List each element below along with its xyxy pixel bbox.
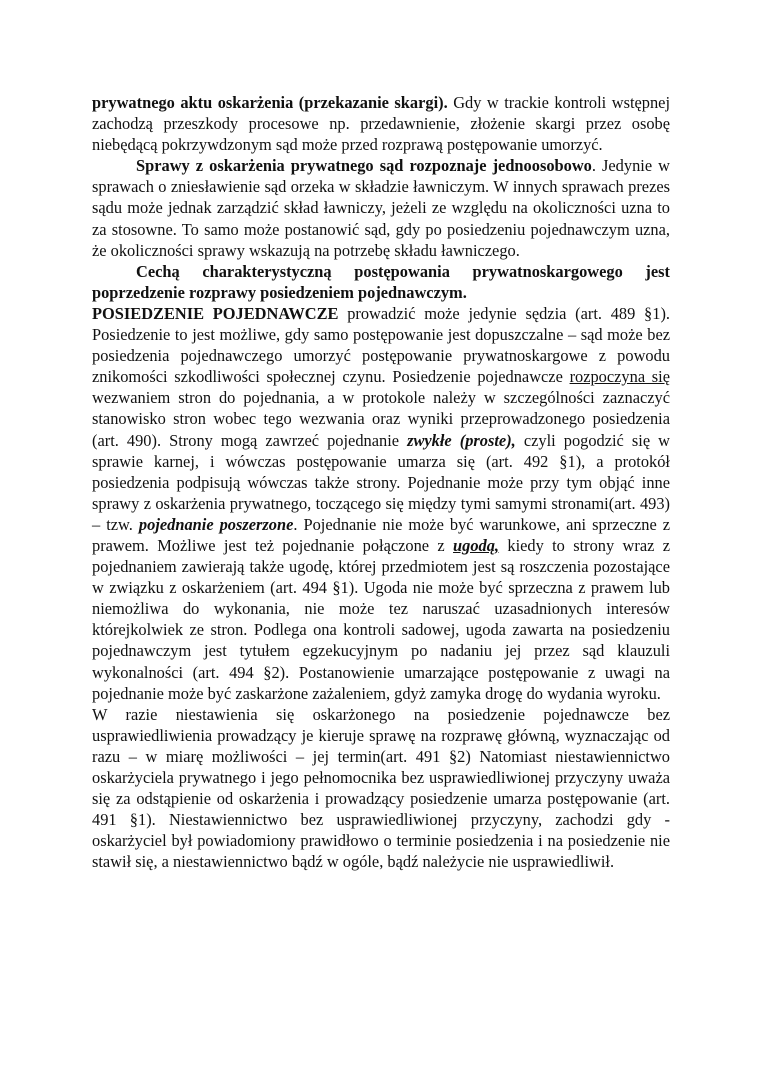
paragraph-1: [92, 92, 670, 155]
term-ugoda: ugodą,: [453, 535, 500, 555]
paragraph-2: [92, 155, 670, 260]
paragraph-2-text: . Jedynie w sprawach o zniesławienie sąd orzeka w składzie ławniczym. W innych sprawach prezes sądu może jednak zarządzić skład ławniczy, jeżeli ze względu na okoliczności uzna to za stosowne. To samo może postanowić sąd, gdy po posiedzeniu pojednawczym uzna, że okoliczności sprawy wskazują na potrzebę składu ławniczego.: [92, 156, 670, 260]
posiedzenie-heading: POSIEDZENIE POJEDNAWCZE: [92, 303, 339, 323]
paragraph-5: [92, 704, 670, 873]
paragraph-1-bold: prywatnego aktu oskarżenia (przekazanie skargi).: [92, 93, 448, 112]
term-poszerzone: pojednanie poszerzone: [138, 514, 294, 534]
document-body: [92, 92, 670, 872]
paragraph-4-text-d: . Pojednanie nie może być warunkowe, ani sprzeczne z prawem. Możliwe jest też pojednanie połączone z: [92, 514, 671, 555]
paragraph-4: [92, 303, 670, 704]
paragraph-4-text-c: czyli pogodzić się w sprawie karnej, i wówczas postępowanie umarza się (art. 492 §1), a protokół posiedzenia podpisują wówczas także strony. Pojednanie może przy tym objąć inne sprawy z oskarżenia prywatnego, toczącego się między tymi samymi stronami(art. 493) – tzw.: [92, 430, 671, 534]
paragraph-1-text: Gdy w trackie kontroli wstępnej zachodzą przeszkody procesowe np. przedawnienie, złożenie skargi przez osobę niebędącą pokrzywdzonym sąd może przed rozprawą postępowanie umorzyć.: [92, 93, 670, 155]
paragraph-3: [92, 261, 670, 303]
paragraph-4-text-a: prowadzić może jedynie sędzia (art. 489 §1). Posiedzenie to jest możliwe, gdy samo postępowanie jest dopuszczalne – sąd może bez posiedzenia pojednawczego umorzyć postępowanie prywatnoskargowe z powodu znikomości szkodliwości społecznej czynu. Posiedzenie pojednawcze: [92, 303, 671, 387]
paragraph-3-bold: Cechą charakterystyczną postępowania prywatnoskargowego jest poprzedzenie rozprawy posiedzeniem pojednawczym.: [92, 261, 670, 302]
paragraph-5-text: W razie niestawienia się oskarżonego na posiedzenie pojednawcze bez usprawiedliwienia prowadzący je kieruje sprawę na rozprawę główną, wyznaczając od razu – w miarę możliwości – jej termin(art. 491 §2) Natomiast niestawiennictwo oskarżyciela prywatnego i jego pełnomocnika bez usprawiedliwionej przyczyny uważa się za odstąpienie od oskarżenia i prowadzący posiedzenie umarza postępowanie (art. 491 §1). Niestawiennictwo bez usprawiedliwionej przyczyny, zachodzi gdy - oskarżyciel był powiadomiony prawidłowo o terminie posiedzenia i na posiedzenie nie stawił się, a niestawiennictwo bądź w ogóle, bądź należycie nie usprawiedliwił.: [92, 704, 670, 872]
term-zwykle: zwykłe (proste),: [407, 430, 516, 450]
underlined-term: rozpoczyna się: [569, 367, 670, 387]
paragraph-2-bold: Sprawy z oskarżenia prywatnego sąd rozpoznaje jednoosobowo: [136, 156, 592, 176]
paragraph-4-text-b: wezwaniem stron do pojednania, a w protokole należy w szczególności zaznaczyć stanowisko stron wobec tego wezwania oraz wyniki przeprowadzonego posiedzenia (art. 490). Strony mogą zawrzeć pojednanie: [92, 388, 670, 450]
paragraph-4-text-e: kiedy to strony wraz z pojednaniem zawierają także ugodę, której przedmiotem jest są roszczenia pozostające w związku z oskarżeniem (art. 494 §1). Ugoda nie może być sprzeczna z prawem lub niemożliwa do wykonania, nie może tez naruszać uzasadnionych interesów którejkolwiek ze stron. Podlega ona kontroli sadowej, ugoda zawarta na posiedzeniu pojednawczym jest tytułem egzekucyjnym po nadaniu jej przez sąd klauzuli wykonalności (art. 494 §2). Postanowienie umarzające postępowanie z uwagi na pojednanie może być zaskarżone zażaleniem, gdyż zamyka drogę do wydania wyroku.: [92, 535, 670, 703]
